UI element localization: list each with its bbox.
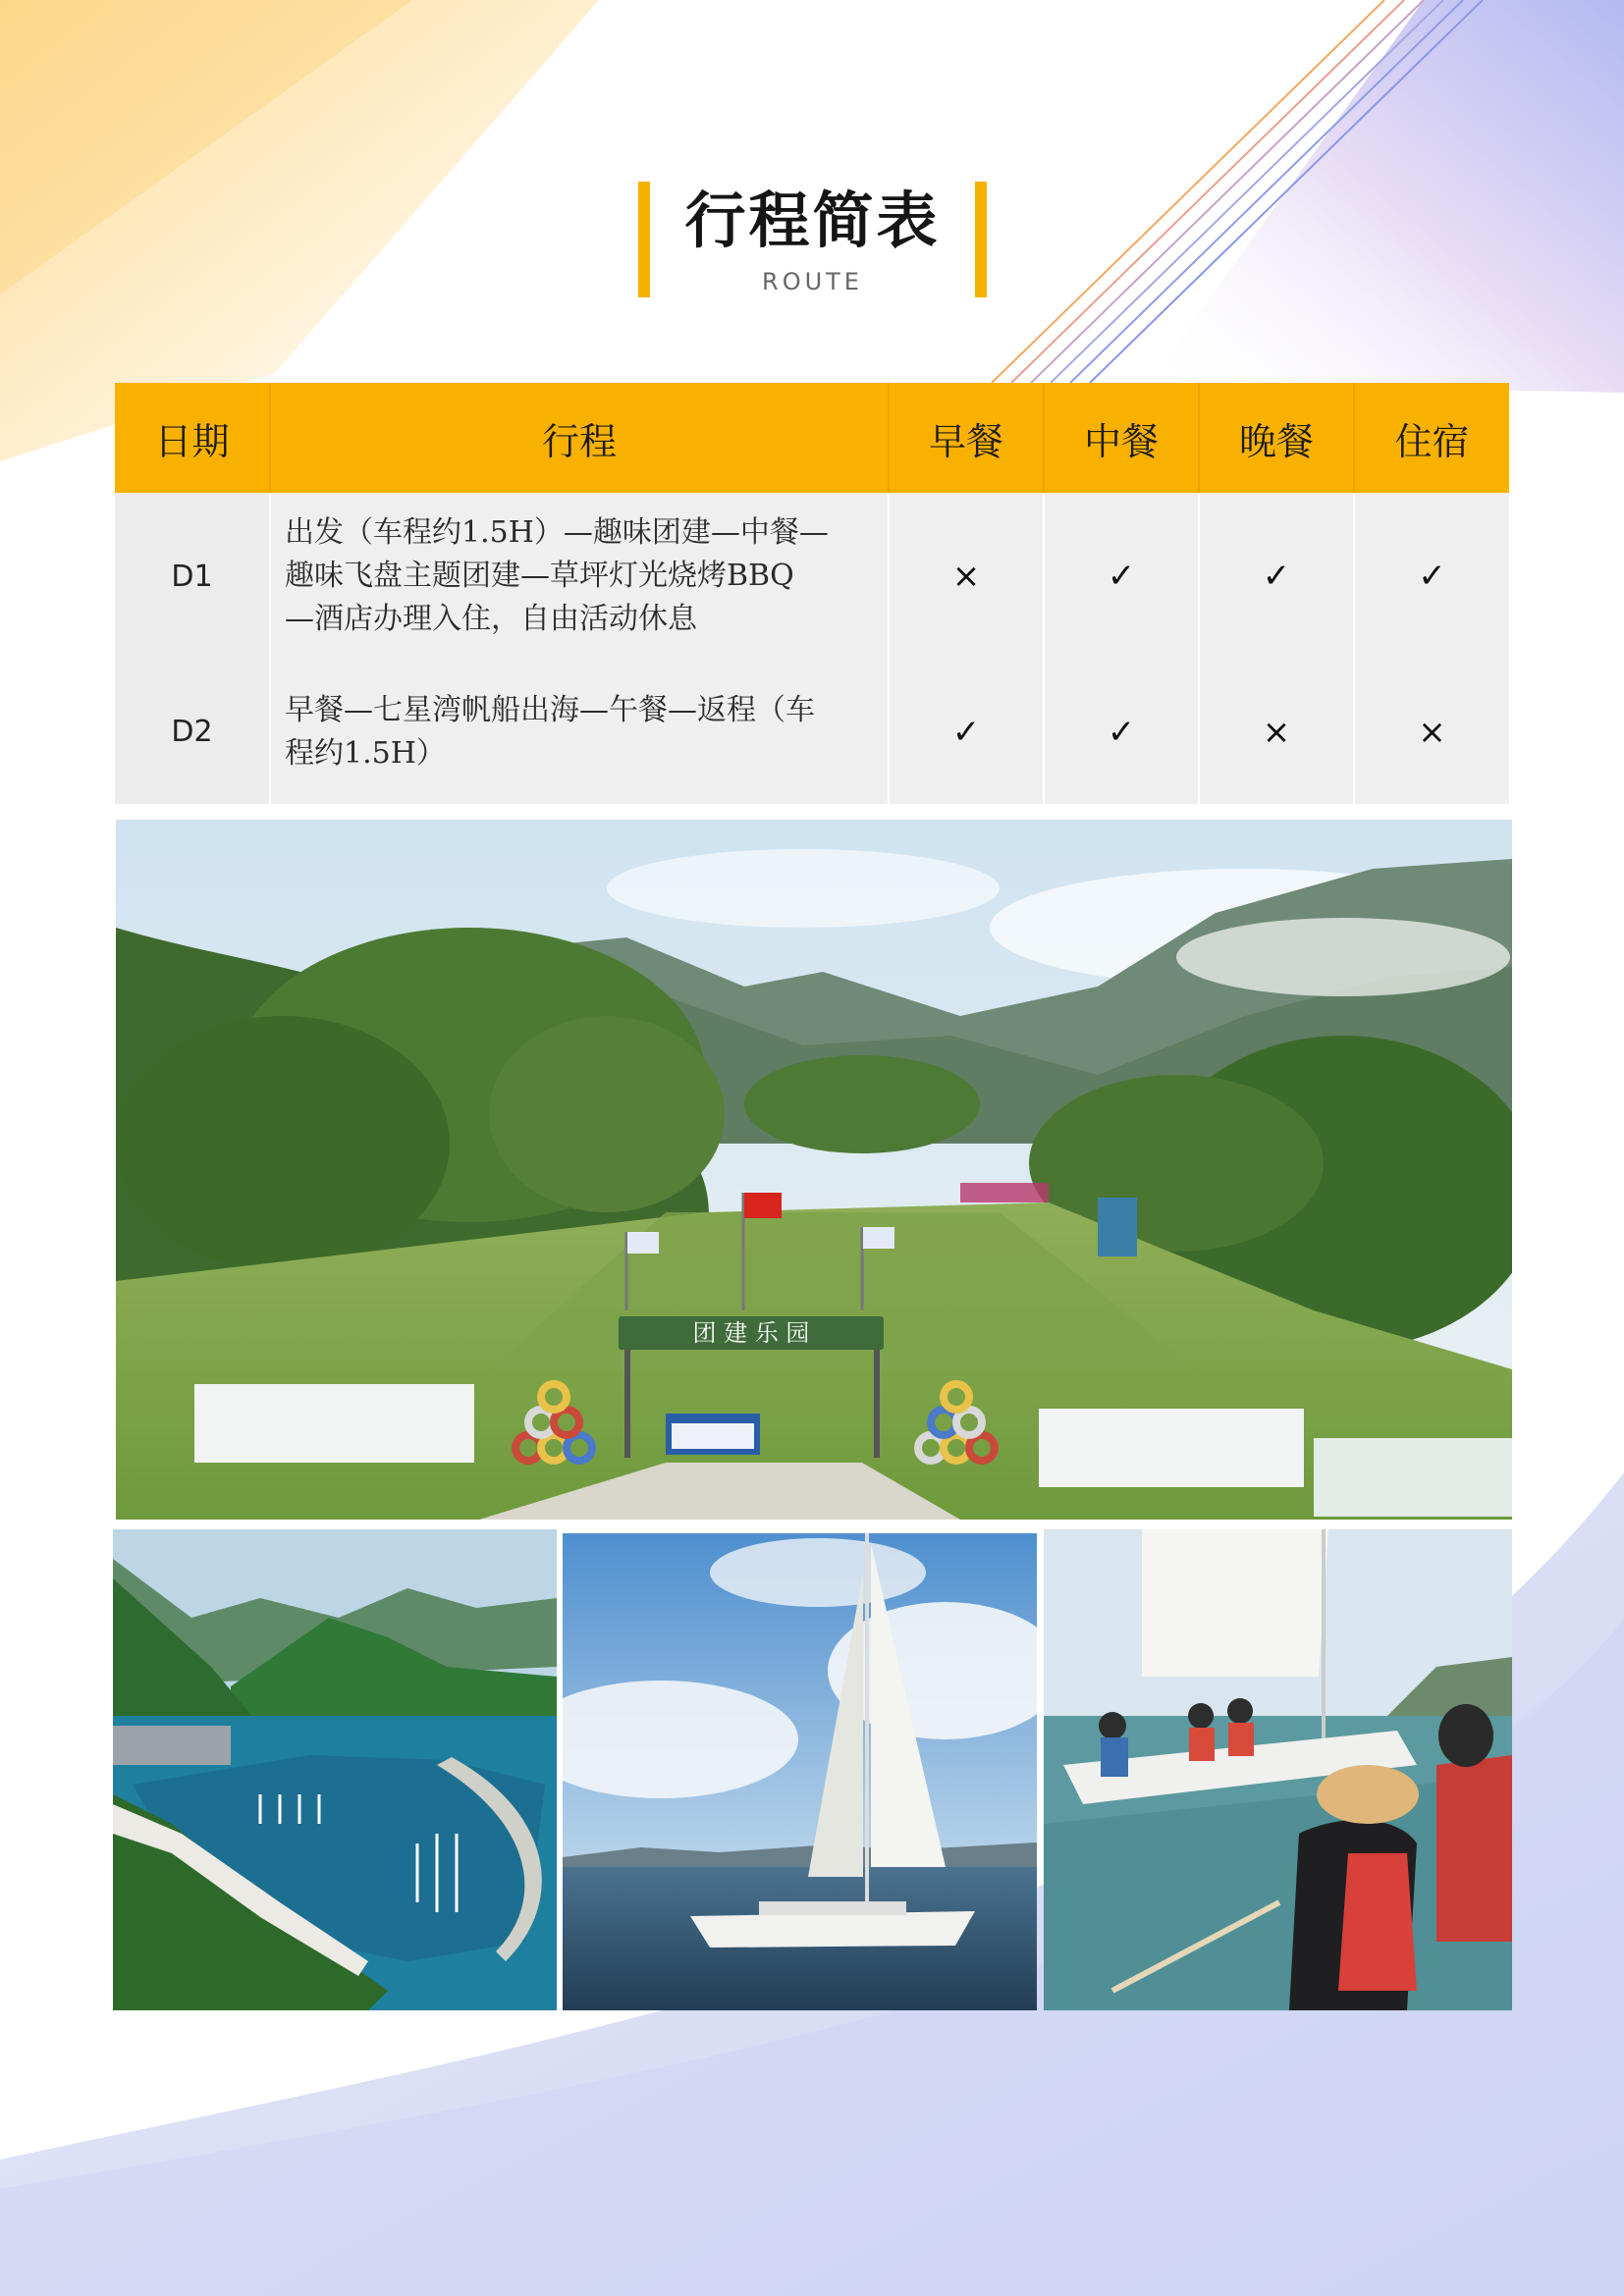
dinner-mark: ✓ [1199,493,1354,660]
lunch-mark: ✓ [1044,493,1199,660]
table-row [115,660,1509,804]
day-cell: D1 [115,493,270,660]
lodging-mark: ✓ [1354,493,1509,660]
dinner-mark: × [1199,660,1354,804]
column-header-dinner: 晚餐 [1199,383,1354,493]
lodging-mark: × [1354,660,1509,804]
itinerary-line: 出发（车程约1.5H）—趣味团建—中餐— [285,515,829,550]
sailboat-photo [563,1533,1037,2010]
itinerary-table [115,383,1509,804]
table-header-row [115,383,1509,493]
lunch-mark: ✓ [1044,660,1199,804]
itinerary-line: 早餐—七星湾帆船出海—午餐—返程（车 [285,692,815,727]
sailing-crew-photo [1044,1529,1512,2010]
column-header-lunch: 中餐 [1044,383,1199,493]
table-row [115,493,1509,660]
breakfast-mark: × [889,493,1044,660]
gate-sign-text: 团 建 乐 园 [692,1319,810,1347]
column-header-itinerary: 行程 [270,383,889,493]
page-subtitle: ROUTE [762,268,863,295]
column-header-lodging: 住宿 [1354,383,1509,493]
column-header-breakfast: 早餐 [889,383,1044,493]
itinerary-line: 趣味飞盘主题团建—草坪灯光烧烤BBQ [285,559,794,593]
page-title: 行程简表 [684,185,941,256]
day-cell: D2 [115,660,270,804]
breakfast-mark: ✓ [889,660,1044,804]
team-building-park-photo [116,820,1512,1520]
itinerary-cell [270,660,889,804]
marina-aerial-photo [113,1529,557,2010]
itinerary-line: —酒店办理入住，自由活动休息 [285,602,697,636]
title-accent-bar-right [975,182,987,297]
itinerary-cell [270,493,889,660]
page-header [638,182,987,297]
itinerary-line: 程约1.5H） [285,735,446,771]
column-header-date: 日期 [115,383,270,493]
